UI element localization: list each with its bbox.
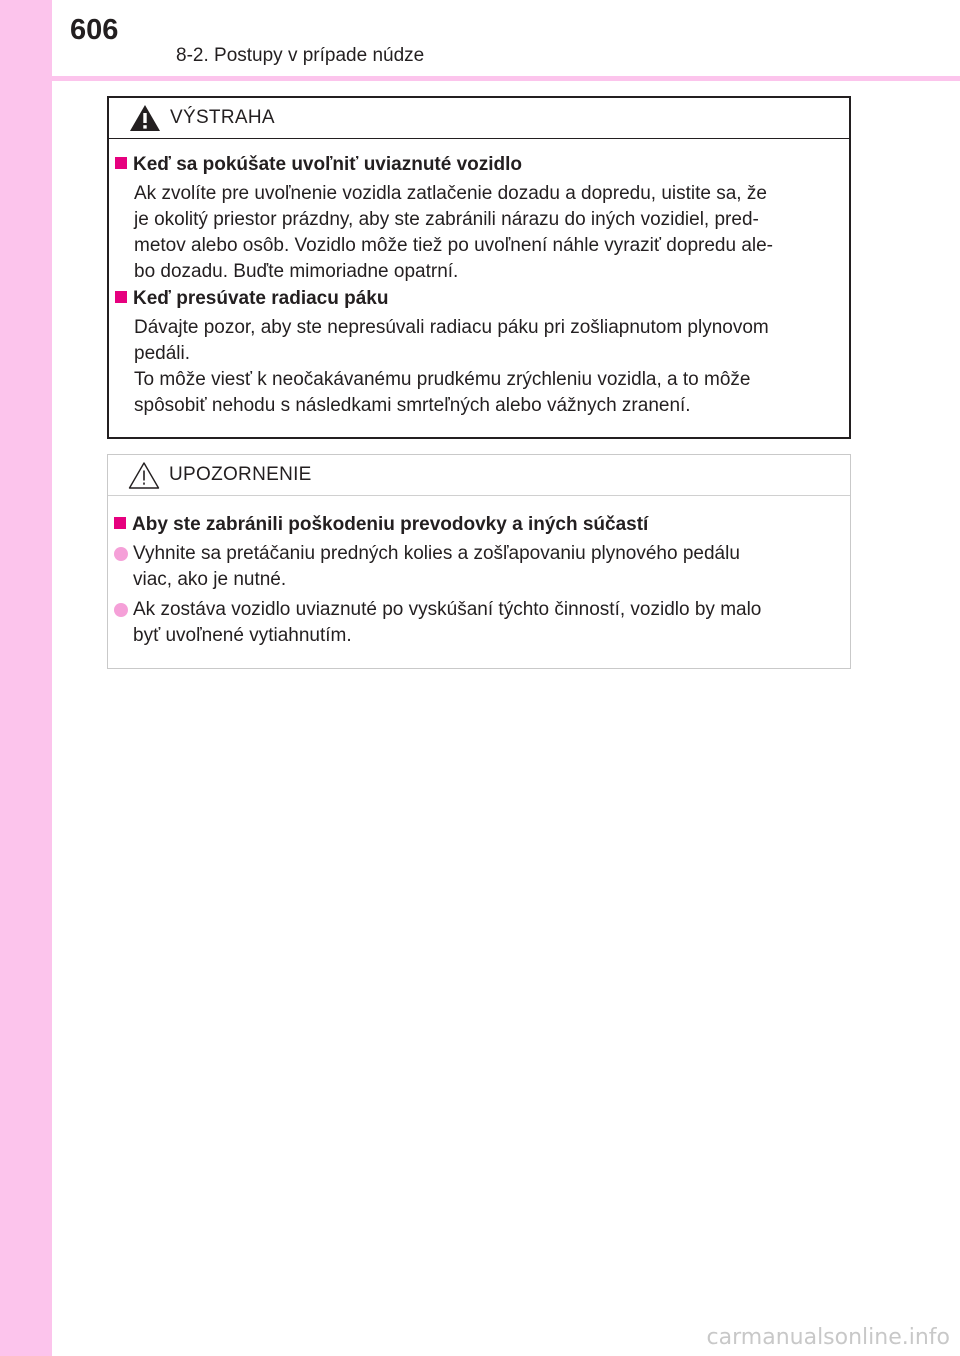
watermark: carmanualsonline.info bbox=[706, 1325, 950, 1350]
chapter-title: 8-2. Postupy v prípade núdze bbox=[176, 45, 425, 66]
warning-box-header bbox=[109, 98, 849, 139]
circle-bullet-icon bbox=[114, 547, 128, 561]
square-bullet-icon bbox=[115, 291, 127, 303]
header-rule bbox=[0, 76, 960, 81]
caution-box-header bbox=[108, 455, 850, 496]
warning-label: VÝSTRAHA bbox=[170, 107, 275, 128]
caution-section-title: Aby ste zabránili poškodeniu prevodovky a iných súčastí bbox=[114, 514, 648, 536]
caution-label: UPOZORNENIE bbox=[169, 464, 312, 485]
warning-triangle-filled-icon bbox=[128, 103, 162, 133]
left-color-band bbox=[0, 0, 52, 1356]
warning-triangle-outline-icon bbox=[127, 460, 161, 490]
warning-section-title: Keď sa pokúšate uvoľniť uviaznuté vozidlo bbox=[115, 154, 522, 176]
page-header bbox=[0, 0, 960, 80]
warning-section-text: Dávajte pozor, aby ste nepresúvali radiacu páku pri zošliapnutom plynovom pedáli. To môže viesť k neočakávanému prudkému zrýchleniu vozidla, a to môže spôsobiť nehodu s následkami smrteľných alebo vážnych zranení. bbox=[134, 317, 769, 416]
warning-section-title: Keď presúvate radiacu páku bbox=[115, 288, 388, 310]
warning-box bbox=[107, 96, 851, 439]
square-bullet-icon bbox=[114, 517, 126, 529]
caution-box: UPOZORNENIE Aby ste zabránili poškodeniu prevodovky a iných súčastí Vyhnite sa pretáčaniu predných kolies a zošľapovaniu plynového pedálu viac, ako je nutné. Ak zostáva vozidlo uviaznuté po vyskúšaní týchto činností, vozidlo by malo byť uvoľnené vytiahnutím. bbox=[107, 454, 851, 669]
circle-bullet-icon bbox=[114, 603, 128, 617]
square-bullet-icon bbox=[115, 157, 127, 169]
warning-section-text: Ak zvolíte pre uvoľnenie vozidla zatlačenie dozadu a dopredu, uistite sa, že je okolitý priestor prázdny, aby ste zabránili nárazu do iných vozidiel, pred- metov alebo osôb. Vozidlo môže tiež po uvoľnení náhle vyraziť dopredu ale- bo dozadu. Buďte mimoriadne opatrní. bbox=[134, 183, 773, 282]
page-number: 606 bbox=[70, 14, 119, 46]
